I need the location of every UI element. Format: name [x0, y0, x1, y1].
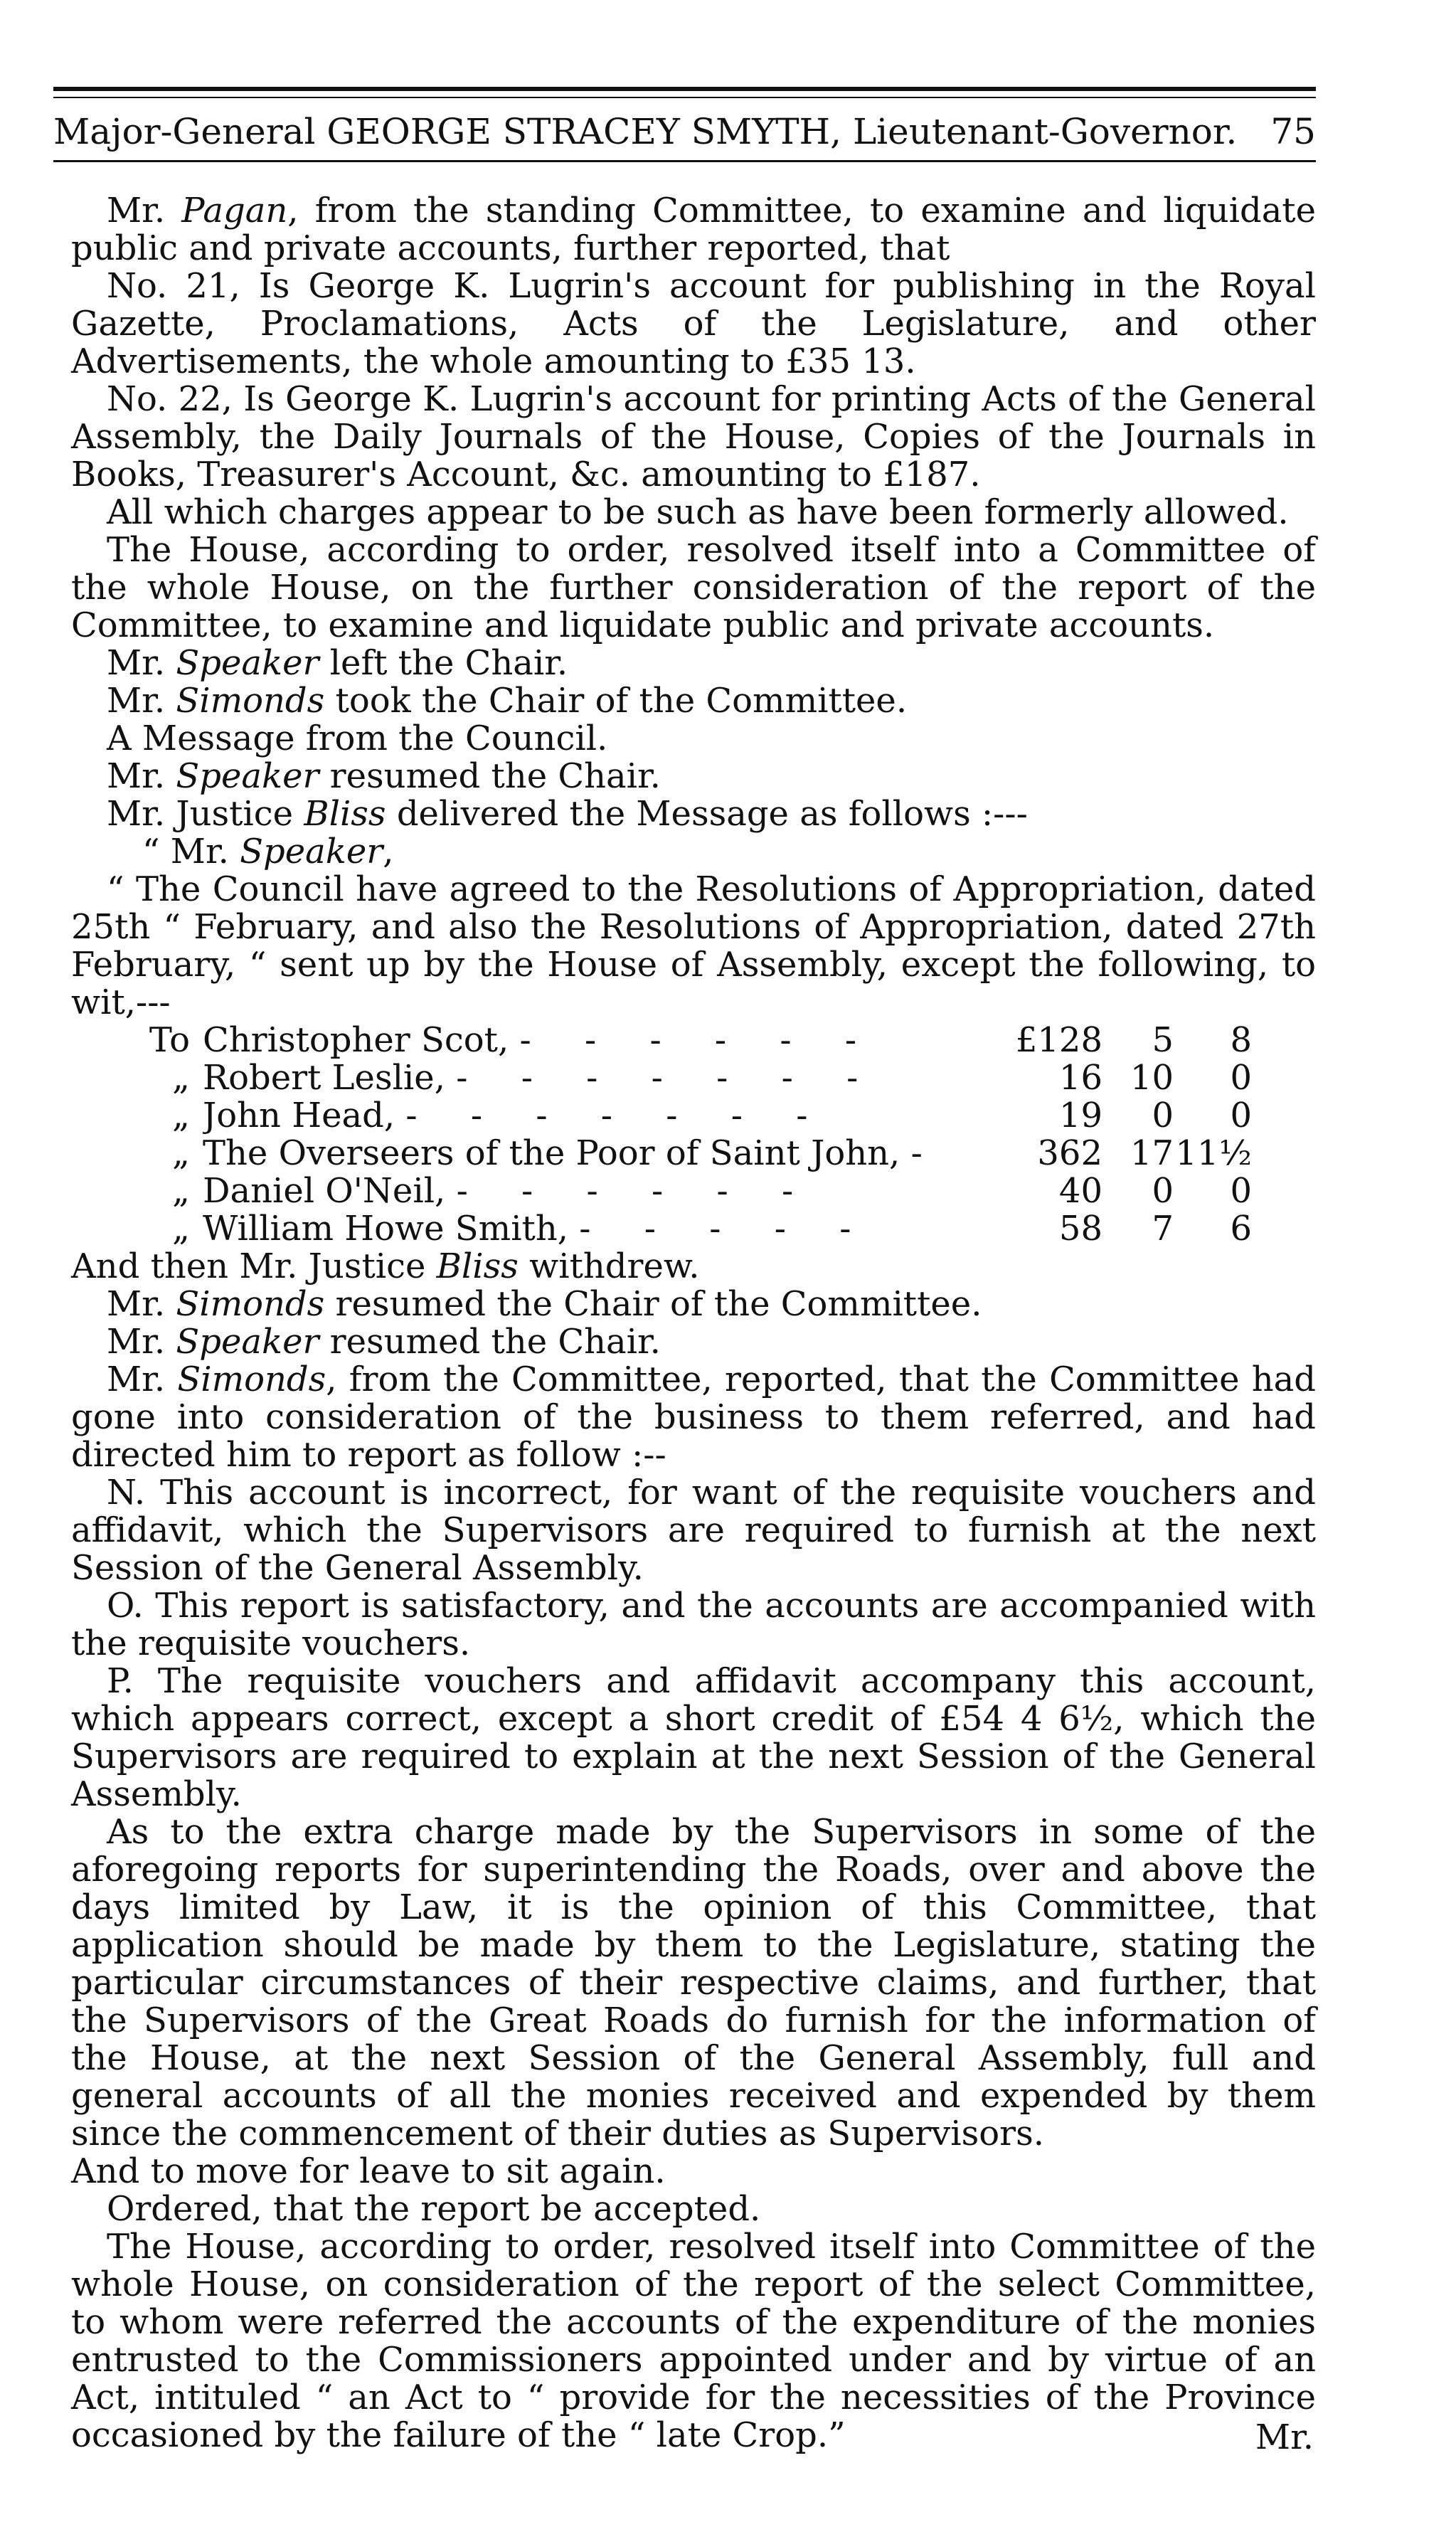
paragraph-leave-sit: And to move for leave to sit again. — [71, 2151, 666, 2191]
paragraph-charges: All which charges appear to be such as have been formerly allowed. — [107, 492, 1289, 532]
paragraph-house-committee: The House, according to order, resolved itself into Committee of the whole House, on consideration of the report of the select Committee, to whom were referred the accounts of the expenditure of the monies entrusted to the Commissioners appointed under and by virtue of an Act, intituled “ an Act to “ provide for the necessities of the Province occasioned by the failure of the “ late Crop.” — [71, 2227, 1316, 2455]
paragraph-item-n: N. This account is incorrect, for want of the requisite vouchers and affidavit, which the Supervisors are required to furnish at the next Session of the General Assembly. — [71, 1473, 1316, 1588]
paragraph-simonds-resumed: Mr. Simonds resumed the Chair of the Committee. — [107, 1284, 982, 1324]
paragraph-simonds-report: Mr. Simonds, from the Committee, reported, that the Committee had gone into consideration of the business to them referred, and had directed him to report as follow :-- — [71, 1360, 1316, 1475]
paragraph-speaker-resumed: Mr. Speaker resumed the Chair. — [107, 756, 661, 796]
catchword: Mr. — [1255, 2417, 1314, 2457]
paragraph-speaker-resumed-2: Mr. Speaker resumed the Chair. — [107, 1322, 661, 1362]
paragraph-committee-whole: The House, according to order, resolved itself into a Committee of the whole House, on the further consideration of the report of the Committee, to examine and liquidate public and private accounts. — [71, 530, 1316, 645]
top-rule-thin — [53, 97, 1316, 98]
paragraph-message-council: A Message from the Council. — [107, 719, 608, 758]
paragraph-speaker-left: Mr. Speaker left the Chair. — [107, 643, 568, 683]
account-row: „ Robert Leslie, - - - - - - - 16 10 0 — [172, 1058, 1252, 1098]
paragraph-simonds-chair: Mr. Simonds took the Chair of the Committee. — [107, 681, 908, 721]
page-body — [71, 192, 1316, 2454]
paragraph-mr-speaker: “ Mr. Speaker, — [142, 832, 394, 871]
running-head: Major-General GEORGE STRACEY SMYTH, Lieutenant-Governor. — [53, 111, 1238, 152]
header-rule — [53, 160, 1316, 162]
paragraph-item-o: O. This report is satisfactory, and the accounts are accompanied with the requisite vouchers. — [71, 1586, 1316, 1663]
top-rule — [53, 87, 1316, 91]
paragraph-council-agreed: “ The Council have agreed to the Resolutions of Appropriation, dated 25th “ February, and also the Resolutions of Appropriation, dated 27th February, “ sent up by the House of Assembly, except the following, to wit,--- — [71, 869, 1316, 1022]
paragraph-ordered: Ordered, that the report be accepted. — [107, 2189, 761, 2229]
account-row: To Christopher Scot, - - - - - - £128 5 8 — [149, 1020, 1252, 1060]
account-row: „ John Head, - - - - - - - 19 0 0 — [172, 1096, 1252, 1135]
paragraph-bliss-message: Mr. Justice Bliss delivered the Message as follows :--- — [107, 794, 1028, 834]
account-row: „ William Howe Smith, - - - - - 58 7 6 — [172, 1209, 1252, 1249]
paragraph-no-22: No. 22, Is George K. Lugrin's account for printing Acts of the General Assembly, the Daily Journals of the House, Copies of the Journals in Books, Treasurer's Account, &c. amounting to £187. — [71, 379, 1316, 494]
paragraph-bliss-withdrew: And then Mr. Justice Bliss withdrew. — [71, 1246, 700, 1286]
paragraph-extra-charge: As to the extra charge made by the Supervisors in some of the aforegoing reports for superintending the Roads, over and above the days limited by Law, it is the opinion of this Committee, that application should be made by them to the Legislature, stating the particular circumstances of their respective claims, and further, that the Supervisors of the Great Roads do furnish for the information of the House, at the next Session of the General Assembly, full and general accounts of all the monies received and expended by them since the commencement of their duties as Supervisors. — [71, 1812, 1316, 2153]
paragraph-no-21: No. 21, Is George K. Lugrin's account for publishing in the Royal Gazette, Proclamations, Acts of the Legislature, and other Advertisements, the whole amounting to £35 13. — [71, 266, 1316, 381]
paragraph-item-p: P. The requisite vouchers and affidavit accompany this account, which appears correct, except a short credit of £54 4 6½, which the Supervisors are required to explain at the next Session of the General Assembly. — [71, 1661, 1316, 1814]
accounts-list — [71, 1022, 1316, 1248]
account-row: „ Daniel O'Neil, - - - - - - 40 0 0 — [172, 1171, 1252, 1211]
account-row: „ The Overseers of the Poor of Saint John, - 362 17 11½ — [172, 1133, 1252, 1173]
page-header — [53, 107, 1316, 157]
paragraph-pagan-report: Mr. Pagan, from the standing Committee, to examine and liquidate public and private accounts, further reported, that — [71, 191, 1316, 268]
page-number: 75 — [1270, 111, 1316, 152]
